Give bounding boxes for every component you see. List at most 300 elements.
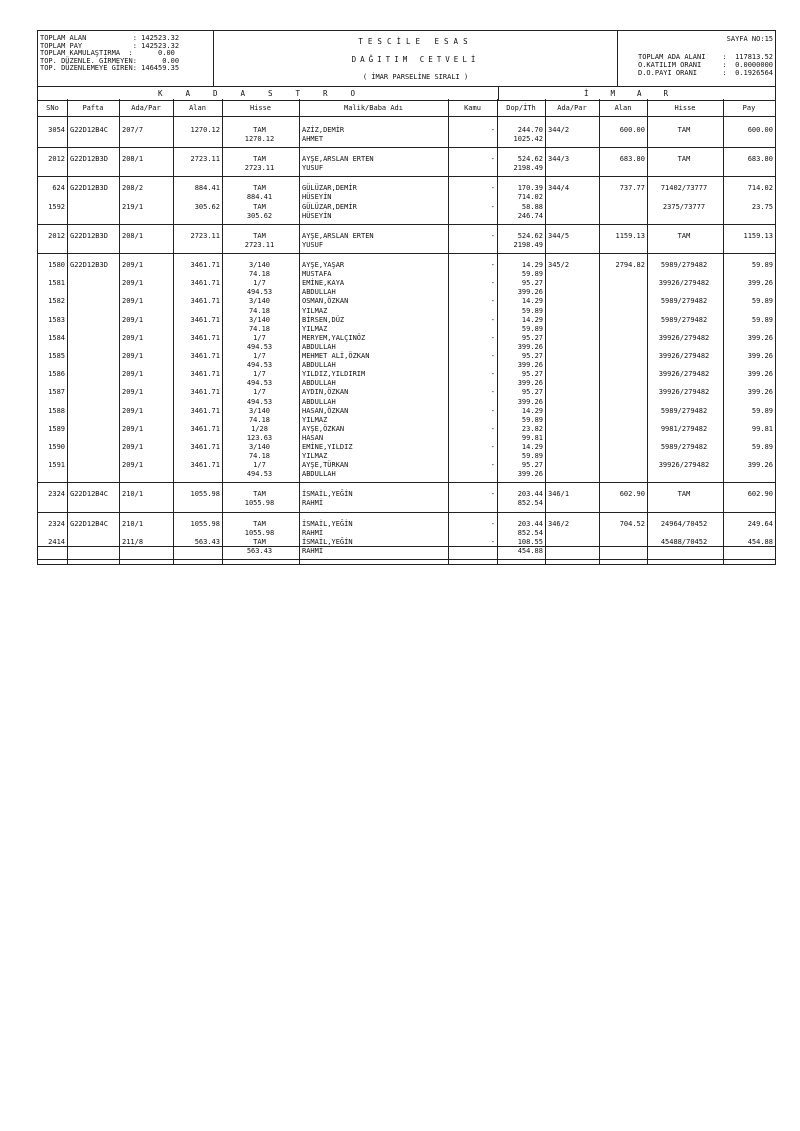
cell-hisse: 74.18: [248, 415, 271, 424]
cell-adapar: 210/1: [122, 490, 144, 499]
cell-kamu: -: [490, 537, 495, 546]
cell-i-pay: 454.88: [747, 537, 773, 546]
cell-adapar: 209/1: [122, 443, 144, 451]
cell-i-pay: 399.26: [747, 279, 773, 288]
cell-i-adapar: 344/3: [548, 155, 570, 164]
cell-i-hisse: 39926/279482: [658, 388, 710, 397]
cell-adapar: 208/2: [122, 184, 144, 193]
cell-alan: 1270.12: [190, 126, 220, 134]
column-divider: [599, 99, 600, 564]
cell-kamu: -: [490, 315, 495, 324]
col-imar-adapar: Ada/Par: [557, 104, 587, 112]
cell-hisse: 1/7: [253, 370, 266, 379]
cell-adapar: 211/8: [122, 537, 144, 546]
cell-dop: 2198.49: [513, 240, 543, 249]
cell-malik: AYŞE,ARSLAN ERTEN: [302, 231, 374, 240]
cell-dop: 14.29: [521, 406, 543, 415]
cell-kamu: -: [490, 370, 495, 379]
total-girmeyen: TOP. DÜZENLE. GİRMEYEN: 0.00: [40, 56, 180, 65]
cell-i-hisse: 39926/279482: [658, 370, 710, 379]
cell-dop: 14.29: [521, 261, 543, 269]
report-header: [38, 31, 775, 87]
cell-i-alan: 737.77: [619, 184, 645, 193]
cell-malik: GÜLÜZAR,DEMİR: [302, 202, 357, 211]
cell-malik: AYDIN,ÖZKAN: [302, 388, 349, 397]
parcel-group: [38, 152, 775, 177]
total-pay: TOPLAM PAY : 142523.32: [40, 41, 180, 50]
cell-adapar: 208/1: [122, 231, 144, 240]
report-subtitle: DAĞITIM CETVELİ: [351, 55, 480, 64]
cell-hisse: 1055.98: [244, 499, 275, 508]
cell-sno: 1582: [48, 297, 65, 306]
cell-i-hisse: 39926/279482: [658, 352, 710, 360]
cell-dop: 14.29: [521, 315, 543, 324]
cell-adapar: 209/1: [122, 261, 144, 269]
cell-sno: 1590: [48, 443, 65, 451]
cell-i-pay: 714.02: [747, 184, 773, 193]
cell-dop: 399.26: [517, 288, 543, 297]
cell-hisse: 74.18: [248, 306, 271, 315]
cell-kamu: -: [490, 443, 495, 451]
column-divider: [723, 99, 724, 564]
cell-adapar: 208/1: [122, 155, 144, 164]
cell-malik: MUSTAFA: [302, 270, 332, 279]
col-imar-alan: Alan: [614, 104, 632, 112]
cell-sno: 1588: [48, 406, 65, 415]
cell-dop: 454.88: [517, 546, 543, 555]
cell-i-hisse: 9981/279482: [660, 424, 708, 433]
cell-i-adapar: 346/2: [548, 519, 570, 528]
cell-malik: HASAN: [302, 433, 324, 442]
cell-kamu: -: [490, 388, 495, 397]
cell-sno: 1587: [48, 388, 65, 397]
cell-adapar: 209/1: [122, 333, 144, 342]
cell-malik: İSMAİL,YEĞİN: [302, 537, 353, 546]
cell-dop: 1025.42: [513, 135, 543, 144]
parcel-group: [38, 229, 775, 254]
cell-malik: İSMAİL,YEĞİN: [302, 519, 353, 528]
title-block: [214, 31, 617, 86]
cell-adapar: 209/1: [122, 370, 144, 379]
cell-dop: 203.44: [517, 490, 543, 499]
cell-kamu: -: [490, 279, 495, 288]
parcel-group: [38, 258, 775, 483]
cell-hisse: 1/7: [253, 352, 266, 360]
cell-hisse: 3/140: [248, 297, 271, 306]
cell-i-pay: 59.89: [751, 443, 773, 451]
cell-pafta: G22D12B3D: [70, 261, 108, 269]
column-divider: [545, 99, 546, 564]
cell-alan: 1055.98: [190, 519, 220, 528]
cell-dop: 95.27: [521, 333, 543, 342]
cell-i-adapar: 344/5: [548, 231, 570, 240]
cell-malik: ABDULLAH: [302, 361, 336, 370]
cell-dop: 2198.49: [513, 164, 543, 173]
cell-i-hisse: 5989/279482: [660, 315, 708, 324]
cell-hisse: 2723.11: [244, 240, 275, 249]
cell-malik: AYŞE,TÜRKAN: [302, 461, 349, 470]
cell-kamu: -: [490, 424, 495, 433]
totals-block: [38, 31, 214, 86]
cell-dop: 95.27: [521, 461, 543, 470]
cell-hisse: TAM: [253, 537, 266, 546]
cell-sno: 2324: [48, 490, 65, 499]
cell-i-hisse: 39926/279482: [658, 279, 710, 288]
parcel-group: [38, 517, 775, 560]
cell-sno: 1585: [48, 352, 65, 360]
cell-dop: 203.44: [517, 519, 543, 528]
cell-sno: 2012: [48, 155, 65, 164]
cell-alan: 884.41: [194, 184, 220, 193]
cell-hisse: 123.63: [246, 433, 273, 442]
cell-adapar: 209/1: [122, 297, 144, 306]
cell-malik: İSMAİL,YEĞİN: [302, 490, 353, 499]
cell-malik: OSMAN,ÖZKAN: [302, 297, 349, 306]
cell-i-hisse: 5989/279482: [660, 406, 708, 415]
cell-kamu: -: [490, 461, 495, 470]
cell-alan: 3461.71: [190, 297, 220, 306]
parcel-group: [38, 487, 775, 512]
column-headers: [38, 101, 775, 117]
cell-hisse: 2723.11: [244, 164, 275, 173]
cell-sno: 1591: [48, 461, 65, 470]
cell-dop: 59.89: [521, 415, 543, 424]
report-title: TESCİLE ESAS: [358, 37, 473, 46]
cell-i-pay: 602.90: [747, 490, 773, 499]
cell-i-hisse: 71402/73777: [660, 184, 708, 193]
payi-orani: D.O.PAYI ORANI : 0.1926564: [638, 69, 773, 77]
cell-malik: YILDIZ,YILDIRIM: [302, 370, 366, 379]
cell-dop: 852.54: [517, 528, 543, 537]
cell-sno: 1592: [48, 202, 65, 211]
cell-i-hisse: 5989/279482: [660, 443, 708, 451]
cell-alan: 3461.71: [190, 315, 220, 324]
cell-i-adapar: 344/2: [548, 126, 570, 134]
cell-hisse: 74.18: [248, 270, 271, 279]
cell-malik: ABDULLAH: [302, 397, 336, 406]
cell-sno: 624: [52, 184, 65, 193]
cell-hisse: 1055.98: [244, 528, 275, 537]
cell-hisse: 3/140: [248, 261, 271, 269]
cell-malik: YUSUF: [302, 164, 324, 173]
cell-sno: 1586: [48, 370, 65, 379]
cell-malik: RAHMİ: [302, 499, 324, 508]
cell-dop: 58.88: [521, 202, 543, 211]
cell-kamu: -: [490, 184, 495, 193]
cell-sno: 2414: [48, 537, 65, 546]
total-alan: TOPLAM ALAN : 142523.32: [40, 34, 180, 42]
cell-dop: 99.81: [521, 433, 543, 442]
cell-sno: 1581: [48, 279, 65, 288]
page-number: SAYFA NO:15: [726, 35, 773, 43]
col-dop: Dop/İTh: [506, 104, 536, 112]
cell-hisse: 1/7: [253, 279, 266, 288]
table-end-rule: [38, 546, 775, 547]
cell-hisse: TAM: [253, 519, 266, 528]
cell-hisse: 884.41: [246, 193, 273, 202]
cell-alan: 3461.71: [190, 352, 220, 360]
cell-hisse: 3/140: [248, 406, 271, 415]
cell-alan: 3461.71: [190, 261, 220, 269]
parcel-group: [38, 123, 775, 148]
cell-adapar: 209/1: [122, 388, 144, 397]
cell-i-pay: 399.26: [747, 461, 773, 470]
cell-i-hisse: 2375/73777: [662, 202, 706, 211]
cell-malik: AHMET: [302, 135, 324, 144]
col-hisse: Hisse: [249, 104, 272, 112]
cell-adapar: 209/1: [122, 352, 144, 360]
cell-malik: EMİNE,KAYA: [302, 279, 345, 288]
parcel-group: [38, 181, 775, 224]
column-divider: [173, 99, 174, 564]
column-divider: [299, 99, 300, 564]
cell-pafta: G22D12B3D: [70, 155, 108, 164]
col-alan: Alan: [189, 104, 206, 112]
cell-kamu: -: [490, 297, 495, 306]
cell-kamu: -: [490, 202, 495, 211]
cell-i-pay: 399.26: [747, 333, 773, 342]
cell-dop: 23.82: [521, 424, 543, 433]
section-bar: [38, 87, 775, 101]
column-divider: [647, 99, 648, 564]
cell-dop: 95.27: [521, 388, 543, 397]
cell-i-hisse: TAM: [677, 126, 691, 134]
cell-sno: 1584: [48, 333, 65, 342]
cell-kamu: -: [490, 261, 495, 269]
cell-kamu: -: [490, 231, 495, 240]
cell-alan: 2723.11: [190, 231, 220, 240]
cell-malik: MERYEM,YALÇINÖZ: [302, 333, 366, 342]
cell-i-hisse: 5989/279482: [660, 297, 708, 306]
cell-sno: 1583: [48, 315, 65, 324]
cell-malik: AZİZ,DEMİR: [302, 126, 345, 134]
cell-hisse: 1/7: [253, 388, 266, 397]
cell-i-alan: 683.80: [619, 155, 645, 164]
cell-sno: 1589: [48, 424, 65, 433]
cell-malik: AYŞE,ARSLAN ERTEN: [302, 155, 374, 164]
total-giren: TOP. DÜZENLEMEYE GİREN: 146459.35: [40, 64, 180, 73]
cell-hisse: 305.62: [246, 211, 273, 220]
cell-dop: 714.02: [517, 193, 543, 202]
cell-alan: 563.43: [194, 537, 220, 546]
cell-adapar: 209/1: [122, 461, 144, 470]
cell-kamu: -: [490, 126, 495, 134]
cell-dop: 399.26: [517, 361, 543, 370]
cell-dop: 14.29: [521, 443, 543, 451]
cell-hisse: 494.53: [246, 397, 273, 406]
cell-dop: 59.89: [521, 270, 543, 279]
cell-dop: 399.26: [517, 379, 543, 388]
cell-hisse: 3/140: [248, 315, 271, 324]
col-kamu: Kamu: [464, 104, 481, 112]
col-imar-pay: Pay: [742, 104, 756, 112]
cell-i-pay: 59.89: [751, 315, 773, 324]
cell-sno: 3054: [48, 126, 65, 134]
cell-pafta: G22D12B4C: [70, 519, 108, 528]
cell-i-hisse: TAM: [677, 490, 691, 499]
cell-kamu: -: [490, 406, 495, 415]
column-divider: [119, 99, 120, 564]
cell-alan: 305.62: [194, 202, 220, 211]
cell-hisse: 494.53: [246, 470, 273, 479]
cell-dop: 59.89: [521, 452, 543, 461]
cell-adapar: 209/1: [122, 279, 144, 288]
cell-alan: 3461.71: [190, 461, 220, 470]
cell-i-hisse: 39926/279482: [658, 461, 710, 470]
cell-adapar: 219/1: [122, 202, 144, 211]
cell-malik: YILMAZ: [302, 452, 328, 461]
cell-hisse: TAM: [253, 490, 266, 499]
col-malik: Malik/Baba Adı: [343, 104, 403, 112]
cell-dop: 59.89: [521, 306, 543, 315]
cell-adapar: 209/1: [122, 424, 144, 433]
cell-i-hisse: TAM: [677, 155, 691, 164]
cell-dop: 95.27: [521, 370, 543, 379]
cell-alan: 3461.71: [190, 443, 220, 451]
cell-adapar: 209/1: [122, 406, 144, 415]
cell-malik: YUSUF: [302, 240, 324, 249]
summary-block: [617, 31, 775, 86]
cell-adapar: 209/1: [122, 315, 144, 324]
total-kamulastirma: TOPLAM KAMULAŞTIRMA : 0.00: [40, 49, 175, 58]
cell-hisse: 1/7: [253, 461, 266, 470]
cell-hisse: 3/140: [248, 443, 271, 451]
cell-malik: EMİNE,YILDIZ: [302, 443, 353, 451]
cell-malik: YILMAZ: [302, 306, 328, 315]
cell-hisse: 1/7: [253, 333, 266, 342]
cell-alan: 3461.71: [190, 388, 220, 397]
table-body: [38, 117, 775, 553]
cell-dop: 246.74: [517, 211, 543, 220]
cell-pafta: G22D12B4C: [70, 126, 108, 134]
cell-adapar: 207/7: [122, 126, 144, 134]
cell-pafta: G22D12B3D: [70, 231, 108, 240]
cell-i-hisse: 5989/279482: [660, 261, 708, 269]
cell-i-pay: 59.89: [751, 297, 773, 306]
cell-i-adapar: 346/1: [548, 490, 570, 499]
cell-pafta: G22D12B3D: [70, 184, 108, 193]
cell-hisse: 1270.12: [244, 135, 275, 144]
cell-alan: 3461.71: [190, 424, 220, 433]
cell-dop: 59.89: [521, 324, 543, 333]
cell-hisse: TAM: [253, 231, 266, 240]
cell-malik: GÜLÜZAR,DEMİR: [302, 184, 357, 193]
cell-malik: ABDULLAH: [302, 379, 336, 388]
cell-malik: BİRSEN,DÜZ: [302, 315, 345, 324]
cell-i-alan: 704.52: [619, 519, 645, 528]
cell-sno: 2012: [48, 231, 65, 240]
cell-hisse: 1/28: [251, 424, 268, 433]
cell-hisse: TAM: [253, 202, 266, 211]
cell-alan: 3461.71: [190, 370, 220, 379]
cell-i-adapar: 344/4: [548, 184, 570, 193]
cell-malik: YILMAZ: [302, 415, 328, 424]
cell-alan: 3461.71: [190, 279, 220, 288]
cell-malik: HASAN,ÖZKAN: [302, 406, 349, 415]
col-sno: SNo: [46, 104, 59, 112]
cell-dop: 524.62: [517, 155, 543, 164]
cell-kamu: -: [490, 333, 495, 342]
column-divider: [222, 99, 223, 564]
cell-i-hisse: 39926/279482: [658, 333, 710, 342]
cell-dop: 399.26: [517, 397, 543, 406]
cell-i-pay: 683.80: [747, 155, 773, 164]
cell-kamu: -: [490, 519, 495, 528]
col-imar-hisse: Hisse: [674, 104, 696, 112]
section-kadastro: KADASTRO: [157, 89, 379, 98]
cell-alan: 2723.11: [190, 155, 220, 164]
cell-alan: 3461.71: [190, 333, 220, 342]
cell-kamu: -: [490, 490, 495, 499]
cell-malik: YILMAZ: [302, 324, 328, 333]
cell-i-alan: 2794.82: [615, 261, 645, 269]
cell-dop: 170.39: [517, 184, 543, 193]
cell-sno: 1580: [48, 261, 65, 269]
section-imar: İMAR: [498, 87, 775, 100]
cell-i-pay: 399.26: [747, 388, 773, 397]
cell-i-pay: 600.00: [747, 126, 773, 134]
cell-dop: 399.26: [517, 342, 543, 351]
cell-dop: 852.54: [517, 499, 543, 508]
cell-i-hisse: 45488/70452: [660, 537, 708, 546]
cell-hisse: 494.53: [246, 342, 273, 351]
cell-alan: 1055.98: [190, 490, 220, 499]
report-note: ( İMAR PARSELİNE SIRALI ): [362, 73, 469, 81]
column-divider: [497, 99, 498, 564]
cell-alan: 3461.71: [190, 406, 220, 415]
cell-hisse: 74.18: [248, 324, 271, 333]
cell-dop: 14.29: [521, 297, 543, 306]
katilim-orani: O.KATILIM ORANI : 0.0000000: [638, 61, 773, 69]
cell-pafta: G22D12B4C: [70, 490, 108, 499]
cell-dop: 244.70: [517, 126, 543, 134]
cell-malik: RAHMİ: [302, 528, 324, 537]
cell-dop: 399.26: [517, 470, 543, 479]
cell-i-pay: 399.26: [747, 370, 773, 379]
cell-kamu: -: [490, 352, 495, 360]
cell-i-pay: 59.89: [751, 261, 773, 269]
cell-malik: HÜSEYİN: [302, 193, 332, 202]
cell-i-pay: 23.75: [751, 202, 773, 211]
cell-i-pay: 59.89: [751, 406, 773, 415]
cell-adapar: 210/1: [122, 519, 144, 528]
cell-kamu: -: [490, 155, 495, 164]
cell-i-alan: 600.00: [619, 126, 645, 134]
cell-malik: AYŞE,ÖZKAN: [302, 424, 345, 433]
cell-i-hisse: TAM: [677, 231, 691, 240]
cell-malik: ABDULLAH: [302, 470, 336, 479]
cell-hisse: 563.43: [246, 546, 273, 555]
cell-malik: AYŞE,YAŞAR: [302, 261, 345, 269]
cell-i-pay: 1159.13: [743, 231, 773, 240]
cell-i-alan: 602.90: [619, 490, 645, 499]
cell-dop: 108.55: [517, 537, 543, 546]
cell-hisse: 494.53: [246, 379, 273, 388]
distribution-sheet: [37, 30, 776, 565]
cell-i-pay: 249.64: [747, 519, 773, 528]
col-pafta: Pafta: [82, 104, 104, 112]
cell-malik: ABDULLAH: [302, 342, 336, 351]
cell-dop: 95.27: [521, 279, 543, 288]
cell-i-alan: 1159.13: [615, 231, 645, 240]
cell-hisse: 494.53: [246, 288, 273, 297]
cell-malik: ABDULLAH: [302, 288, 336, 297]
cell-hisse: TAM: [253, 155, 266, 164]
cell-hisse: TAM: [253, 126, 266, 134]
cell-malik: MEHMET ALİ,ÖZKAN: [302, 352, 370, 360]
column-divider: [67, 99, 68, 564]
cell-hisse: TAM: [253, 184, 266, 193]
